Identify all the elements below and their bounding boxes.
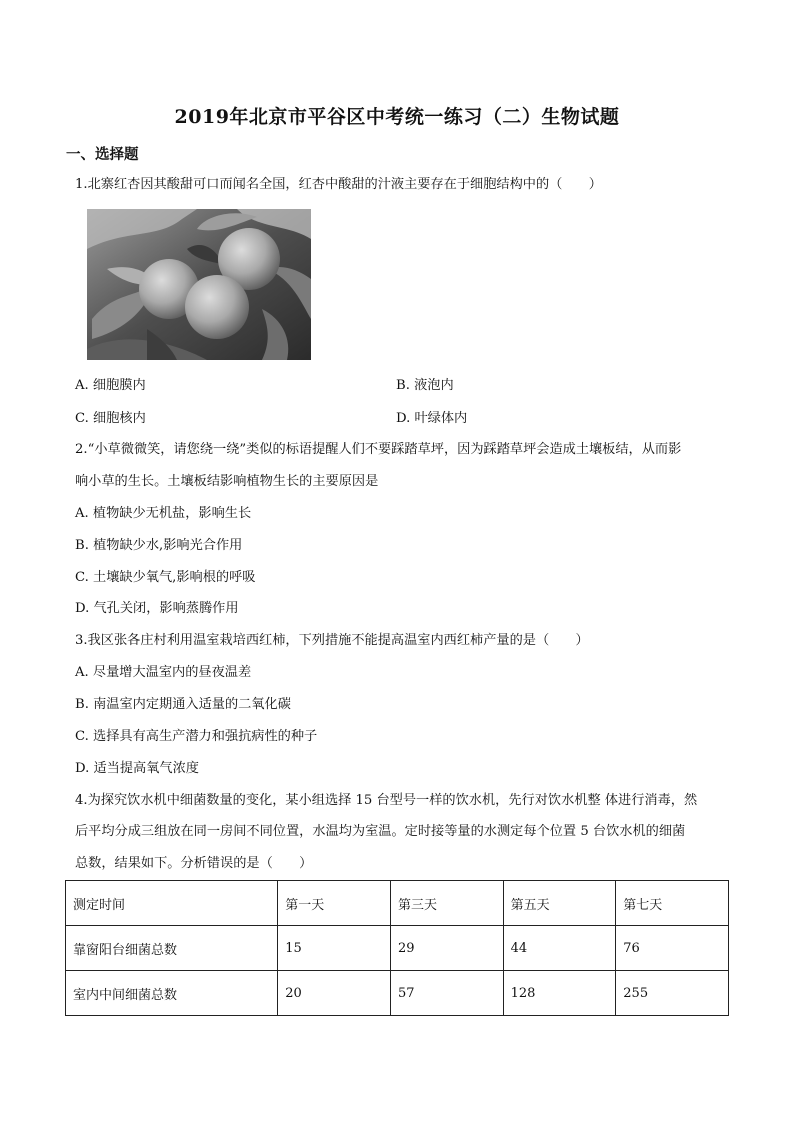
table-cell: 57 — [390, 971, 503, 1016]
table-cell: 15 — [278, 926, 391, 971]
table-header-cell: 第五天 — [503, 881, 616, 926]
table-header-cell: 第七天 — [616, 881, 729, 926]
apricot-photo — [87, 209, 311, 360]
table-header-cell: 第三天 — [390, 881, 503, 926]
question-3-stem: 3.我区张各庄村利用温室栽培西红柿，下列措施不能提高温室内西红柿产量的是（ ） — [75, 633, 589, 648]
question-3-option-c: C. 选择具有高生产潜力和强抗病性的种子 — [75, 729, 318, 744]
question-3-option-d: D. 适当提高氧气浓度 — [75, 761, 199, 776]
question-1-option-d: D. 叶绿体内 — [396, 411, 468, 426]
table-row — [66, 971, 729, 1016]
table-cell: 靠窗阳台细菌总数 — [66, 926, 278, 971]
question-2-option-a: A. 植物缺少无机盐，影响生长 — [75, 506, 252, 521]
table-cell: 44 — [503, 926, 616, 971]
table-header-cell: 第一天 — [278, 881, 391, 926]
page-title: 2019年北京市平谷区中考统一练习（二）生物试题 — [174, 106, 620, 128]
question-4-stem-line-1: 4.为探究饮水机中细菌数量的变化，某小组选择 15 台型号一样的饮水机，先行对饮水机整 体进行消毒，然 — [75, 793, 698, 808]
question-2-stem-line-2: 响小草的生长。土壤板结影响植物生长的主要原因是 — [75, 474, 379, 489]
question-3-option-a: A. 尽量增大温室内的昼夜温差 — [75, 665, 252, 680]
question-2-stem-line-1: 2.“小草微微笑，请您绕一绕”类似的标语提醒人们不要踩踏草坪，因为踩踏草坪会造成土壤板结，从而影 — [75, 442, 682, 457]
question-2-option-b: B. 植物缺少水,影响光合作用 — [75, 538, 243, 553]
question-1-option-b: B. 液泡内 — [396, 378, 454, 393]
question-3-option-b: B. 南温室内定期通入适量的二氧化碳 — [75, 697, 291, 712]
table-row — [66, 926, 729, 971]
table-cell: 29 — [390, 926, 503, 971]
table-cell: 室内中间细菌总数 — [66, 971, 278, 1016]
section-heading: 一、选择题 — [66, 146, 139, 163]
question-2-option-d: D. 气孔关闭，影响蒸腾作用 — [75, 601, 239, 616]
question-1-option-c: C. 细胞核内 — [75, 411, 146, 426]
bacteria-count-table — [65, 880, 729, 1016]
table-cell: 255 — [616, 971, 729, 1016]
question-4-stem-line-2: 后平均分成三组放在同一房间不同位置，水温均为室温。定时接等量的水测定每个位置 5 台饮水机的细菌 — [75, 824, 686, 839]
question-2-option-c: C. 土壤缺少氧气,影响根的呼吸 — [75, 570, 256, 585]
question-4-stem-line-3: 总数，结果如下。分析错误的是（ ） — [75, 856, 313, 871]
table-cell: 128 — [503, 971, 616, 1016]
question-1-stem: 1.北寨红杏因其酸甜可口而闻名全国，红杏中酸甜的汁液主要存在于细胞结构中的（ ） — [75, 177, 602, 192]
question-1-option-a: A. 细胞膜内 — [75, 378, 146, 393]
table-header-row — [66, 881, 729, 926]
table-cell: 76 — [616, 926, 729, 971]
table-header-cell: 测定时间 — [66, 881, 278, 926]
table-cell: 20 — [278, 971, 391, 1016]
